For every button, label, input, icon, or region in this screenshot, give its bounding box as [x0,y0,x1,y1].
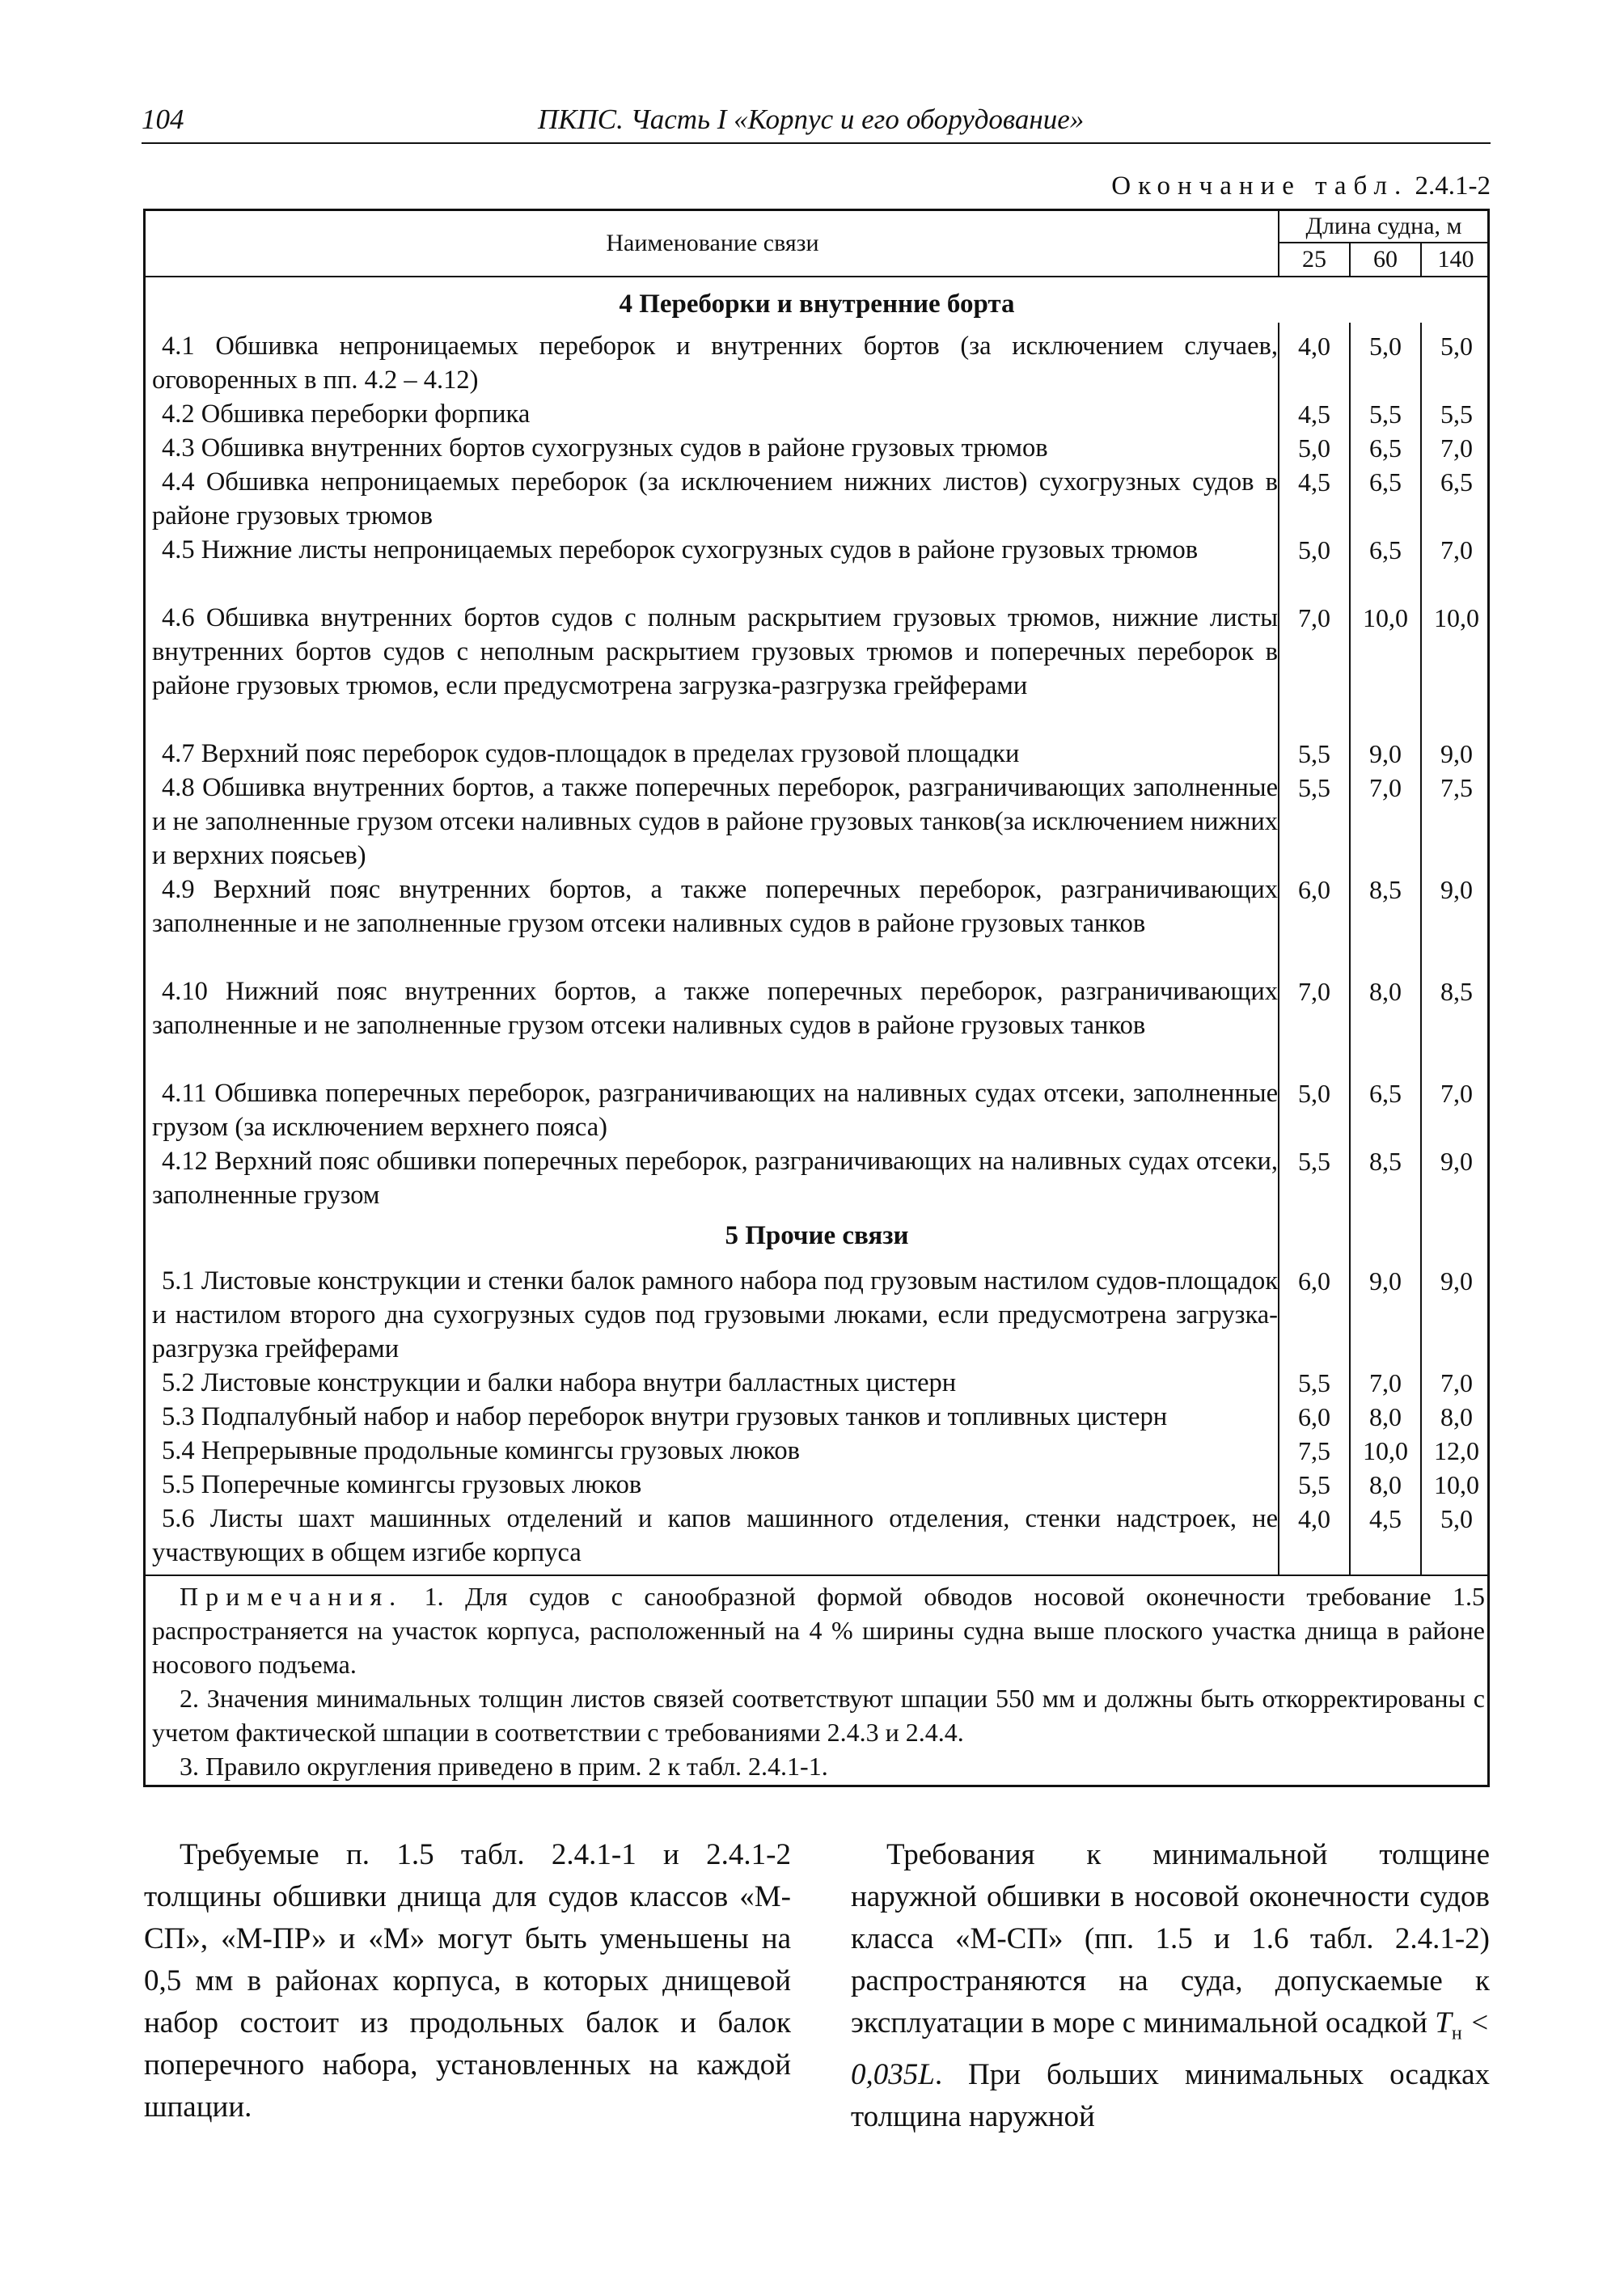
table-row-text: 5.6 Листы шахт машинных отделений и капов машинного отделения, стенки надстроек, не участвующих в общем изгибе корпуса [152,1504,1278,1567]
header-divider [1349,242,1351,276]
table-caption-prefix: Окончание табл. [1111,171,1409,201]
table-cell: 7,5 [1298,1436,1330,1465]
table-row-text: 4.6 Обшивка внутренних бортов судов с полным раскрытием грузовых трюмов, нижние листы внутренних бортов судов с неполным раскрытием грузовых трюмов и поперечных переборок в районе грузовых трюмов, если предусмотрена загрузка-разгрузка грейферами [152,603,1278,700]
table-row-text: 4.12 Верхний пояс обшивки поперечных переборок, разграничивающих на наливных судах отсеки, заполненные грузом [152,1147,1278,1210]
table-row-text: 4.3 Обшивка внутренних бортов сухогрузных судов в районе грузовых трюмов [162,433,1048,463]
notes-separator [146,1575,1488,1576]
table-cell: 5,0 [1298,433,1330,463]
table-cell: 5,0 [1369,332,1402,361]
formula-subscript: н [1451,2023,1462,2044]
table-row-text: 4.4 Обшивка непроницаемых переборок (за исключением нижних листов) сухогрузных судов в районе грузовых трюмов [152,467,1278,530]
formula-variable: T [1435,2006,1452,2039]
table-cell: 6,0 [1298,1402,1330,1431]
page-number: 104 [142,104,184,135]
table-cell: 5,5 [1440,399,1473,429]
table-cell: 9,0 [1440,875,1473,904]
table-cell: 9,0 [1369,1266,1402,1296]
table-cell: 4,0 [1298,1504,1330,1533]
table-row-text: 4.9 Верхний пояс внутренних бортов, а также поперечных переборок, разграничивающих заполненные и не заполненные грузом отсеки наливных судов в районе грузовых танков [152,875,1278,938]
header-bottom-line [146,276,1488,277]
table-cell: 10,0 [1434,603,1479,632]
column-header-name: Наименование связи [606,230,819,256]
table-row-text: 5.1 Листовые конструкции и стенки балок рамного набора под грузовым настилом судов-площадок и настилом второго дна сухогрузных судов под грузовыми люками, если предусмотрена загрузка-разгрузка грейферами [152,1266,1278,1363]
column-header-25: 25 [1302,246,1326,273]
table-caption [1111,171,1491,201]
table-cell: 8,5 [1440,977,1473,1006]
table-cell: 8,5 [1369,1147,1402,1176]
running-header [142,104,1491,144]
table-cell: 9,0 [1440,1147,1473,1176]
running-title: ПКПС. Часть I «Корпус и его оборудование» [538,104,1085,135]
table-cell: 7,5 [1440,773,1473,802]
table-cell: 8,0 [1369,1470,1402,1499]
column-header-140: 140 [1437,246,1474,273]
table-row-text: 4.1 Обшивка непроницаемых переборок и внутренних бортов (за исключением случаев, оговоренных в пп. 4.2 – 4.12) [152,332,1278,395]
paragraph-right [851,1834,1490,2138]
table-row-text: 5.3 Подпалубный набор и набор переборок внутри грузовых танков и топливных цистерн [162,1402,1168,1431]
table-row-text: 4.10 Нижний пояс внутренних бортов, а также поперечных переборок, разграничивающих заполненные и не заполненные грузом отсеки наливных судов в районе грузовых танков [152,977,1278,1040]
table-cell: 9,0 [1369,739,1402,768]
table-cell: 8,5 [1369,875,1402,904]
thickness-table [143,209,1490,1787]
table-cell: 6,5 [1369,433,1402,463]
table-cell: 6,5 [1369,1079,1402,1108]
header-divider [1278,211,1279,276]
table-cell: 5,5 [1298,1147,1330,1176]
table-cell: 4,5 [1298,467,1330,497]
section-title-5: 5 Прочие связи [725,1221,909,1250]
table-cell: 9,0 [1440,1266,1473,1296]
table-cell: 5,5 [1298,773,1330,802]
table-cell: 7,0 [1440,1368,1473,1397]
table-cell: 6,0 [1298,1266,1330,1296]
table-caption-number: 2.4.1-2 [1415,171,1491,201]
table-cell: 4,5 [1298,399,1330,429]
header-inner-line [1279,242,1488,243]
table-cell: 4,5 [1369,1504,1402,1533]
header-divider [1420,242,1422,276]
table-cell: 6,0 [1298,875,1330,904]
table-row-text: 4.11 Обшивка поперечных переборок, разграничивающих на наливных судах отсеки, заполненные грузом (за исключением верхнего пояса) [152,1079,1278,1142]
note-1-text: 1. Для судов с санообразной формой обводов носовой оконечности требование 1.5 распространяется на участок корпуса, расположенный на 4 % ширины судна выше плоского участка днища в районе носового подъема. [152,1582,1486,1679]
notes-label: Примечания. [180,1582,404,1611]
paragraph-left: Требуемые п. 1.5 табл. 2.4.1-1 и 2.4.1-2 толщины обшивки днища для судов классов «М-СП», «М-ПР» и «М» могут быть уменьшены на 0,5 мм в районах корпуса, в которых днищевой набор состоит из продольных балок и балок поперечного набора, установленных на каждой шпации. [144,1838,791,2124]
table-cell: 5,5 [1369,399,1402,429]
table-row-text: 4.5 Нижние листы непроницаемых переборок сухогрузных судов в районе грузовых трюмов [162,535,1199,564]
table-cell: 7,0 [1440,1079,1473,1108]
table-cell: 6,5 [1369,535,1402,564]
table-cell: 9,0 [1440,739,1473,768]
section-title-4: 4 Переборки и внутренние борта [619,290,1015,319]
table-cell: 7,0 [1440,535,1473,564]
table-cell: 7,0 [1369,773,1402,802]
table-cell: 7,0 [1369,1368,1402,1397]
table-cell: 5,5 [1298,739,1330,768]
table-cell: 5,0 [1298,535,1330,564]
note-1 [152,1579,1485,1681]
table-cell: 6,5 [1369,467,1402,497]
paragraph-right-continuation: . При больших минимальных осадках толщина наружной [851,2058,1490,2134]
table-cell: 7,0 [1440,433,1473,463]
table-cell: 5,0 [1440,332,1473,361]
body-column-right [851,1834,1490,2138]
table-cell: 10,0 [1434,1470,1479,1499]
column-header-60: 60 [1373,246,1398,273]
table-cell: 6,5 [1440,467,1473,497]
table-cell: 4,0 [1298,332,1330,361]
note-2: 2. Значения минимальных толщин листов связей соответствуют шпации 550 мм и должны быть откорректированы с учетом фактической шпации в соответствии с требованиями 2.4.3 и 2.4.4. [152,1684,1485,1747]
table-row-text: 5.4 Непрерывные продольные комингсы грузовых люков [162,1436,800,1465]
formula-rest: < 0,035L [851,2006,1491,2092]
note-3: 3. Правило округления приведено в прим. 2 к табл. 2.4.1-1. [180,1752,828,1781]
table-cell: 8,0 [1369,977,1402,1006]
table-cell: 7,0 [1298,977,1330,1006]
table-row-text: 5.2 Листовые конструкции и балки набора внутри балластных цистерн [162,1368,957,1397]
column-header-length: Длина судна, м [1305,213,1462,239]
table-row-text: 4.7 Верхний пояс переборок судов-площадок в пределах грузовой площадки [162,739,1020,768]
table-notes [152,1579,1485,1783]
table-cell: 10,0 [1363,603,1408,632]
table-cell: 5,0 [1298,1079,1330,1108]
table-cell: 7,0 [1298,603,1330,632]
table-cell: 8,0 [1369,1402,1402,1431]
table-cell: 5,5 [1298,1368,1330,1397]
table-row-text: 4.8 Обшивка внутренних бортов, а также поперечных переборок, разграничивающих заполненные и не заполненные грузом отсеки наливных судов в районе грузовых танков(за исключением нижних и верхних поясьев) [152,773,1278,870]
table-cell: 10,0 [1363,1436,1408,1465]
body-column-left [144,1834,791,2128]
paragraph-right-text: Требования к минимальной толщине наружной обшивки в носовой оконечности судов класса «М-СП» (пп. 1.5 и 1.6 табл. 2.4.1-2) распространяются на суда, допускаемые к эксплуатации в море с минимальной осадкой [851,1838,1490,2039]
table-cell: 12,0 [1434,1436,1479,1465]
table-cell: 8,0 [1440,1402,1473,1431]
table-cell: 5,5 [1298,1470,1330,1499]
table-row-text: 4.2 Обшивка переборки форпика [162,399,531,429]
table-cell: 5,0 [1440,1504,1473,1533]
table-row-text: 5.5 Поперечные комингсы грузовых люков [162,1470,642,1499]
